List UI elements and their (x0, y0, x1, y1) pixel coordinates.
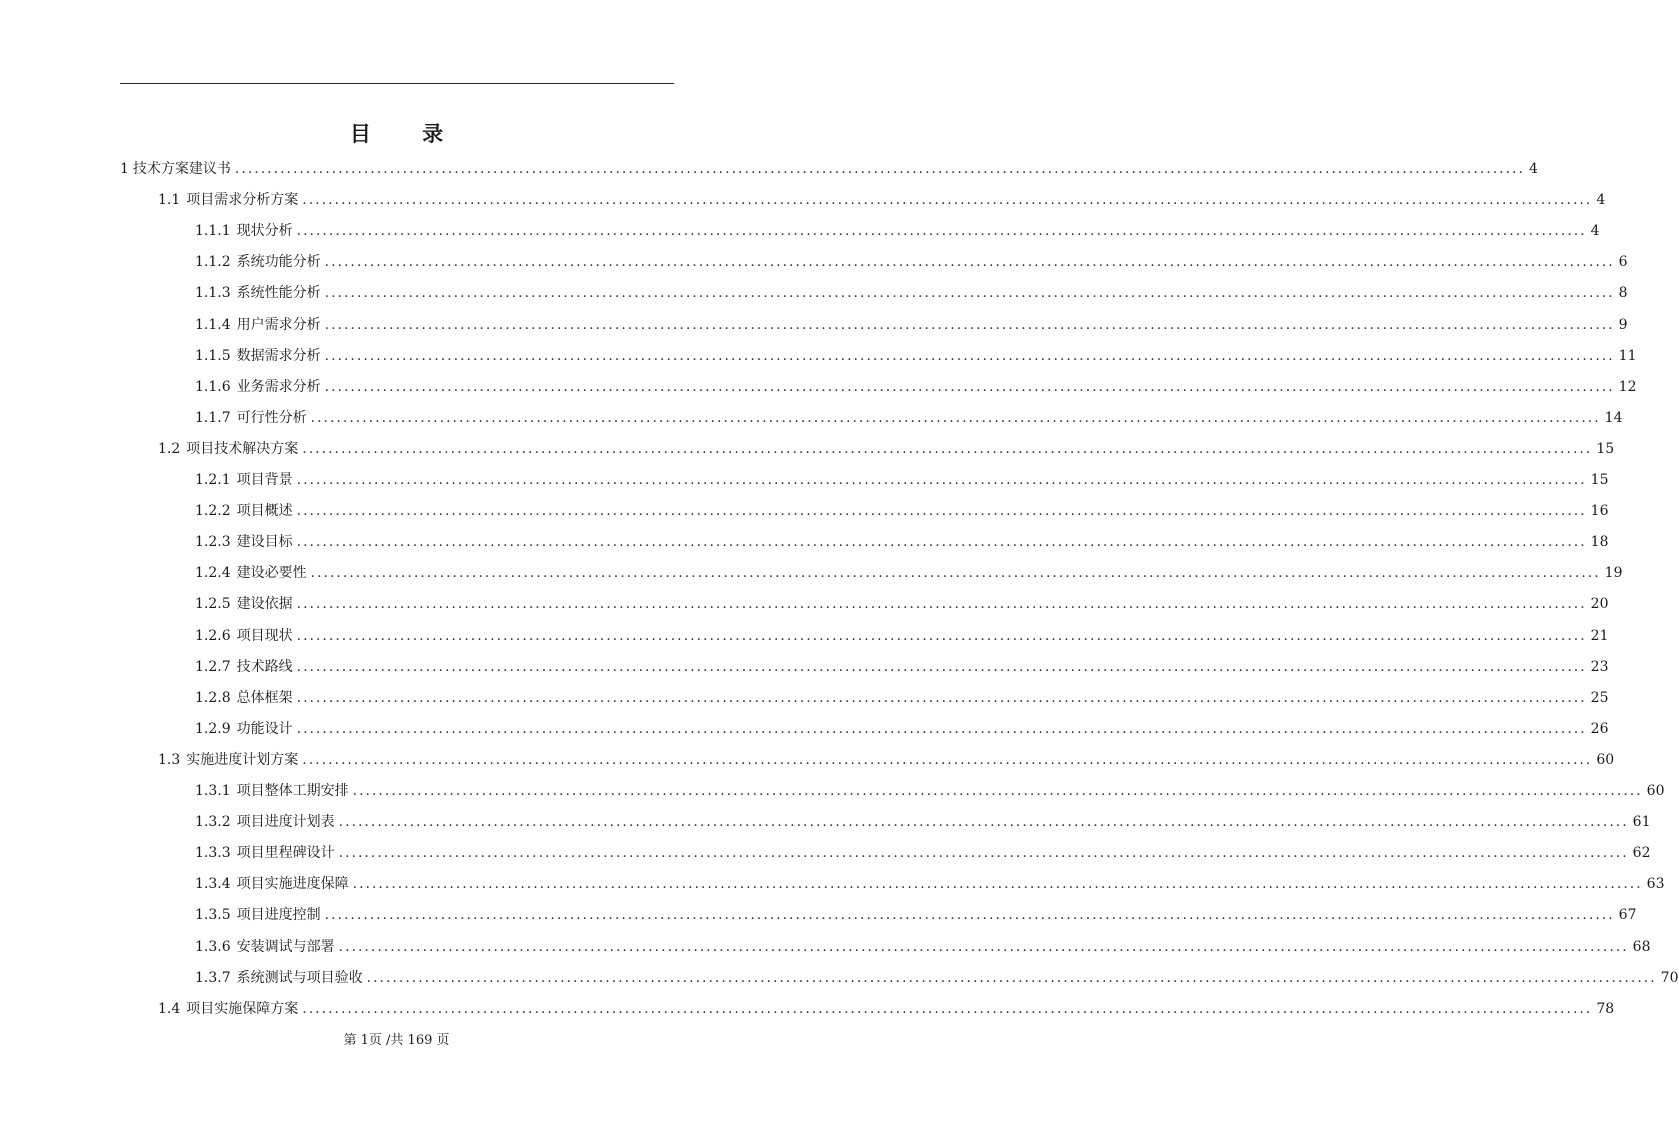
toc-entry[interactable] (195, 251, 1628, 273)
toc-entry-number: 1.1.1 (195, 223, 231, 239)
toc-entry[interactable] (195, 531, 1609, 553)
toc-entry[interactable] (195, 562, 1623, 584)
toc-entry-number: 1.2.5 (195, 596, 231, 612)
toc-entry[interactable] (195, 345, 1637, 367)
toc-dot-leader: ........................................................................................................................................................................................................ (324, 907, 1615, 923)
toc-entry-label: 数据需求分析 (236, 348, 321, 364)
toc-entry[interactable] (195, 376, 1637, 398)
toc-entry[interactable] (195, 407, 1623, 429)
toc-dot-leader: ........................................................................................................................................................................................................ (234, 161, 1525, 177)
toc-entry-label: 现状分析 (236, 223, 293, 239)
toc-entry[interactable] (158, 749, 1615, 771)
toc-entry-number: 1.1 (158, 192, 181, 208)
toc-entry-label: 安装调试与部署 (236, 939, 335, 955)
toc-entry-label: 系统功能分析 (236, 254, 321, 270)
toc-entry-number: 1.2.3 (195, 534, 231, 550)
toc-entry-label: 功能设计 (236, 721, 293, 737)
toc-entry-page: 4 (1596, 192, 1606, 208)
toc-entry-number: 1.1.6 (195, 379, 231, 395)
toc-dot-leader: ........................................................................................................................................................................................................ (352, 783, 1643, 799)
toc-entry-page: 11 (1618, 348, 1637, 364)
toc-entry-page: 9 (1618, 317, 1628, 333)
toc-entry[interactable] (195, 904, 1637, 926)
toc-entry[interactable] (195, 873, 1665, 895)
toc-entry-number: 1.2.9 (195, 721, 231, 737)
toc-entry[interactable] (195, 500, 1609, 522)
toc-entry-label: 建设目标 (236, 534, 293, 550)
toc-entry-label: 项目概述 (236, 503, 293, 519)
toc-entry-label: 系统测试与项目验收 (236, 970, 363, 986)
toc-entry[interactable] (195, 656, 1609, 678)
toc-entry[interactable] (195, 936, 1651, 958)
toc-entry-number: 1.3.5 (195, 907, 231, 923)
toc-entry-label: 项目实施进度保障 (236, 876, 349, 892)
toc-entry[interactable] (195, 593, 1609, 615)
toc-dot-leader: ........................................................................................................................................................................................................ (338, 939, 1629, 955)
toc-entry-page: 15 (1590, 472, 1609, 488)
toc-dot-leader: ........................................................................................................................................................................................................ (366, 970, 1657, 986)
toc-title: 目 录 (349, 121, 466, 146)
toc-entry[interactable] (195, 718, 1609, 740)
toc-entry-label: 项目背景 (236, 472, 293, 488)
toc-entry-number: 1.3.1 (195, 783, 231, 799)
toc-entry[interactable] (158, 438, 1615, 460)
toc-entry-page: 4 (1528, 161, 1538, 177)
toc-dot-leader: ........................................................................................................................................................................................................ (302, 441, 1593, 457)
toc-entry-page: 60 (1596, 752, 1615, 768)
toc-entry-label: 可行性分析 (236, 410, 307, 426)
toc-entry-number: 1.1.2 (195, 254, 231, 270)
toc-entry-label: 总体框架 (236, 690, 293, 706)
toc-entry-page: 18 (1590, 534, 1609, 550)
toc-entry[interactable] (195, 314, 1628, 336)
toc-dot-leader: ........................................................................................................................................................................................................ (302, 752, 1593, 768)
toc-entry[interactable] (195, 469, 1609, 491)
toc-entry-number: 1.3.4 (195, 876, 231, 892)
toc-entry-label: 技术方案建议书 (132, 161, 231, 177)
toc-entry-number: 1.3.6 (195, 939, 231, 955)
toc-entry-label: 业务需求分析 (236, 379, 321, 395)
toc-entry-label: 用户需求分析 (236, 317, 321, 333)
toc-entry-number: 1.1.5 (195, 348, 231, 364)
toc-entry[interactable] (195, 625, 1609, 647)
toc-entry-number: 1 (120, 161, 129, 177)
toc-entry-page: 12 (1618, 379, 1637, 395)
toc-entry-page: 61 (1632, 814, 1651, 830)
toc-entry-page: 14 (1604, 410, 1623, 426)
toc-entry[interactable] (195, 967, 1679, 989)
page-footer: 第 1页 /共 169 页 (343, 1033, 450, 1048)
toc-entry-label: 项目进度控制 (236, 907, 321, 923)
toc-entry[interactable] (195, 811, 1651, 833)
toc-entry-page: 21 (1590, 628, 1609, 644)
toc-entry-number: 1.3.7 (195, 970, 231, 986)
toc-entry-label: 系统性能分析 (236, 285, 321, 301)
toc-entry-page: 62 (1632, 845, 1651, 861)
toc-entry-label: 项目进度计划表 (236, 814, 335, 830)
toc-entry-page: 60 (1646, 783, 1665, 799)
toc-entry-number: 1.3.3 (195, 845, 231, 861)
toc-entry-page: 25 (1590, 690, 1609, 706)
toc-dot-leader: ........................................................................................................................................................................................................ (310, 565, 1601, 581)
toc-dot-leader: ........................................................................................................................................................................................................ (302, 1001, 1593, 1017)
toc-entry-label: 建设依据 (236, 596, 293, 612)
toc-entry-number: 1.1.7 (195, 410, 231, 426)
toc-entry-page: 4 (1590, 223, 1600, 239)
toc-entry[interactable] (158, 189, 1606, 211)
toc-dot-leader: ........................................................................................................................................................................................................ (324, 348, 1615, 364)
toc-entry-page: 6 (1618, 254, 1628, 270)
toc-entry-page: 70 (1660, 970, 1679, 986)
toc-entry-page: 8 (1618, 285, 1628, 301)
toc-entry-number: 1.3.2 (195, 814, 231, 830)
toc-dot-leader: ........................................................................................................................................................................................................ (296, 659, 1587, 675)
toc-entry-page: 78 (1596, 1001, 1615, 1017)
toc-entry[interactable] (195, 282, 1628, 304)
toc-entry-label: 项目整体工期安排 (236, 783, 349, 799)
toc-entry-page: 15 (1596, 441, 1615, 457)
toc-dot-leader: ........................................................................................................................................................................................................ (324, 254, 1615, 270)
toc-entry-label: 技术路线 (236, 659, 293, 675)
toc-entry[interactable] (120, 158, 1538, 180)
toc-entry-page: 19 (1604, 565, 1623, 581)
toc-dot-leader: ........................................................................................................................................................................................................ (296, 503, 1587, 519)
toc-entry-number: 1.2.4 (195, 565, 231, 581)
toc-dot-leader: ........................................................................................................................................................................................................ (302, 192, 1593, 208)
toc-entry[interactable] (158, 998, 1615, 1020)
toc-entry-page: 68 (1632, 939, 1651, 955)
toc-entry-page: 20 (1590, 596, 1609, 612)
toc-entry-number: 1.2.2 (195, 503, 231, 519)
toc-entry[interactable] (195, 220, 1600, 242)
header-rule (120, 83, 674, 84)
toc-dot-leader: ........................................................................................................................................................................................................ (296, 596, 1587, 612)
toc-entry-number: 1.2.6 (195, 628, 231, 644)
toc-dot-leader: ........................................................................................................................................................................................................ (310, 410, 1601, 426)
toc-entry-label: 项目技术解决方案 (186, 441, 299, 457)
toc-entry-number: 1.2 (158, 441, 181, 457)
toc-dot-leader: ........................................................................................................................................................................................................ (296, 534, 1587, 550)
toc-entry-page: 63 (1646, 876, 1665, 892)
toc-dot-leader: ........................................................................................................................................................................................................ (324, 379, 1615, 395)
toc-entry[interactable] (195, 687, 1609, 709)
toc-dot-leader: ........................................................................................................................................................................................................ (296, 721, 1587, 737)
toc-entry-label: 项目里程碑设计 (236, 845, 335, 861)
toc-entry-page: 26 (1590, 721, 1609, 737)
toc-dot-leader: ........................................................................................................................................................................................................ (324, 317, 1615, 333)
toc-dot-leader: ........................................................................................................................................................................................................ (338, 814, 1629, 830)
toc-entry-number: 1.2.1 (195, 472, 231, 488)
toc-entry-page: 23 (1590, 659, 1609, 675)
toc-entry-number: 1.2.7 (195, 659, 231, 675)
toc-entry-page: 16 (1590, 503, 1609, 519)
toc-entry-number: 1.2.8 (195, 690, 231, 706)
toc-entry-label: 项目需求分析方案 (186, 192, 299, 208)
toc-entry-number: 1.1.4 (195, 317, 231, 333)
toc-dot-leader: ........................................................................................................................................................................................................ (296, 472, 1587, 488)
toc-dot-leader: ........................................................................................................................................................................................................ (296, 628, 1587, 644)
toc-entry-label: 项目实施保障方案 (186, 1001, 299, 1017)
toc-entry-page: 67 (1618, 907, 1637, 923)
toc-dot-leader: ........................................................................................................................................................................................................ (338, 845, 1629, 861)
toc-entry-number: 1.3 (158, 752, 181, 768)
toc-entry[interactable] (195, 780, 1665, 802)
toc-entry-label: 项目现状 (236, 628, 293, 644)
toc-entry-number: 1.4 (158, 1001, 181, 1017)
toc-dot-leader: ........................................................................................................................................................................................................ (352, 876, 1643, 892)
toc-dot-leader: ........................................................................................................................................................................................................ (324, 285, 1615, 301)
toc-dot-leader: ........................................................................................................................................................................................................ (296, 223, 1587, 239)
toc-entry-label: 建设必要性 (236, 565, 307, 581)
toc-entry-number: 1.1.3 (195, 285, 231, 301)
toc-entry[interactable] (195, 842, 1651, 864)
toc-entry-label: 实施进度计划方案 (186, 752, 299, 768)
toc-dot-leader: ........................................................................................................................................................................................................ (296, 690, 1587, 706)
